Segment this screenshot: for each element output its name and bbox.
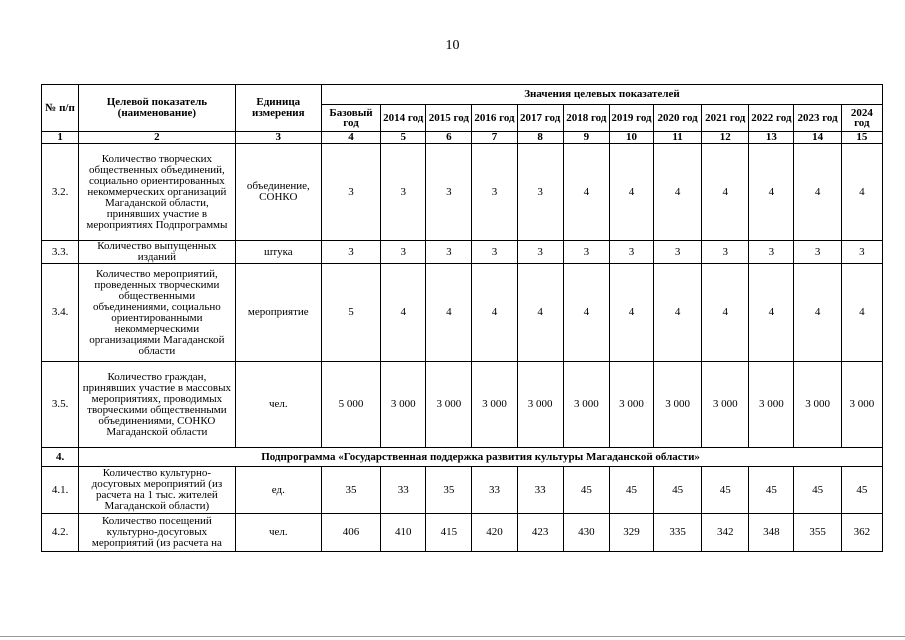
value-cell: 4	[472, 264, 517, 362]
value-cell: 3 000	[563, 362, 609, 448]
column-number: 2	[79, 132, 236, 144]
value-cell: 4	[749, 144, 794, 241]
value-cell: 4	[702, 144, 749, 241]
column-number: 11	[654, 132, 702, 144]
value-cell: 3	[426, 144, 472, 241]
value-cell: 4	[794, 264, 841, 362]
value-cell: 4	[609, 264, 653, 362]
value-cell: 4	[426, 264, 472, 362]
value-cell: 4	[654, 144, 702, 241]
value-cell: 329	[609, 514, 653, 552]
value-cell: 3	[472, 241, 517, 264]
value-cell: 3 000	[426, 362, 472, 448]
target-indicators-table	[41, 84, 883, 552]
header-year: 2019 год	[609, 105, 653, 132]
header-year: 2014 год	[381, 105, 426, 132]
row-number: 3.2.	[42, 144, 79, 241]
page-bottom-divider	[0, 636, 905, 637]
unit-cell: мероприятие	[235, 264, 321, 362]
header-year: 2021 год	[702, 105, 749, 132]
unit-cell: объединение, СОНКО	[235, 144, 321, 241]
value-cell: 3	[381, 144, 426, 241]
table-row	[42, 241, 883, 264]
header-year: 2020 год	[654, 105, 702, 132]
column-number: 15	[841, 132, 882, 144]
value-cell: 33	[472, 467, 517, 514]
value-cell: 45	[563, 467, 609, 514]
value-cell: 3 000	[794, 362, 841, 448]
value-cell: 3	[749, 241, 794, 264]
subprogram-row	[42, 448, 883, 467]
value-cell: 35	[426, 467, 472, 514]
value-cell: 3	[517, 241, 563, 264]
indicator-name: Количество культурно-досуговых мероприятий (из расчета на 1 тыс. жителей Магаданской области)	[79, 467, 236, 514]
value-cell: 4	[381, 264, 426, 362]
value-cell: 4	[517, 264, 563, 362]
value-cell: 5	[321, 264, 380, 362]
column-numbers-row	[42, 132, 883, 144]
value-cell: 3 000	[702, 362, 749, 448]
value-cell: 3	[321, 241, 380, 264]
row-number: 3.3.	[42, 241, 79, 264]
header-year: 2016 год	[472, 105, 517, 132]
value-cell: 355	[794, 514, 841, 552]
indicator-name: Количество посещений культурно-досуговых мероприятий (из расчета на	[79, 514, 236, 552]
value-cell: 362	[841, 514, 882, 552]
table-row	[42, 514, 883, 552]
value-cell: 4	[563, 264, 609, 362]
indicator-name: Количество выпущенных изданий	[79, 241, 236, 264]
value-cell: 33	[381, 467, 426, 514]
value-cell: 3	[426, 241, 472, 264]
value-cell: 415	[426, 514, 472, 552]
value-cell: 3 000	[654, 362, 702, 448]
value-cell: 45	[609, 467, 653, 514]
value-cell: 45	[749, 467, 794, 514]
row-number: 4.1.	[42, 467, 79, 514]
value-cell: 4	[702, 264, 749, 362]
table-row	[42, 467, 883, 514]
value-cell: 45	[794, 467, 841, 514]
value-cell: 3	[563, 241, 609, 264]
unit-cell: чел.	[235, 362, 321, 448]
value-cell: 406	[321, 514, 380, 552]
value-cell: 45	[841, 467, 882, 514]
row-number: 4.2.	[42, 514, 79, 552]
value-cell: 3	[841, 241, 882, 264]
column-number: 5	[381, 132, 426, 144]
value-cell: 5 000	[321, 362, 380, 448]
page-number: 10	[445, 38, 460, 53]
value-cell: 335	[654, 514, 702, 552]
header-year: 2015 год	[426, 105, 472, 132]
header-year: 2017 год	[517, 105, 563, 132]
value-cell: 3	[794, 241, 841, 264]
value-cell: 4	[609, 144, 653, 241]
value-cell: 33	[517, 467, 563, 514]
value-cell: 3	[654, 241, 702, 264]
value-cell: 4	[841, 264, 882, 362]
value-cell: 4	[563, 144, 609, 241]
value-cell: 3 000	[381, 362, 426, 448]
column-number: 6	[426, 132, 472, 144]
unit-cell: чел.	[235, 514, 321, 552]
column-number: 10	[609, 132, 653, 144]
unit-cell: штука	[235, 241, 321, 264]
value-cell: 3	[472, 144, 517, 241]
value-cell: 3 000	[517, 362, 563, 448]
table-row	[42, 144, 883, 241]
column-number: 3	[235, 132, 321, 144]
value-cell: 342	[702, 514, 749, 552]
value-cell: 3	[702, 241, 749, 264]
table-row	[42, 264, 883, 362]
value-cell: 3	[321, 144, 380, 241]
row-number: 3.4.	[42, 264, 79, 362]
value-cell: 348	[749, 514, 794, 552]
value-cell: 3 000	[841, 362, 882, 448]
value-cell: 35	[321, 467, 380, 514]
column-number: 4	[321, 132, 380, 144]
value-cell: 3 000	[472, 362, 517, 448]
value-cell: 420	[472, 514, 517, 552]
header-values-group: Значения целевых показателей	[321, 85, 882, 105]
value-cell: 423	[517, 514, 563, 552]
column-number: 14	[794, 132, 841, 144]
header-year: 2024 год	[841, 105, 882, 132]
column-number: 13	[749, 132, 794, 144]
header-year: 2023 год	[794, 105, 841, 132]
row-number: 4.	[42, 448, 79, 467]
value-cell: 430	[563, 514, 609, 552]
column-number: 7	[472, 132, 517, 144]
header-year: 2018 год	[563, 105, 609, 132]
table-row	[42, 362, 883, 448]
value-cell: 3	[381, 241, 426, 264]
value-cell: 45	[654, 467, 702, 514]
column-number: 8	[517, 132, 563, 144]
value-cell: 45	[702, 467, 749, 514]
header-indicator: Целевой показатель (наименование)	[79, 85, 236, 132]
value-cell: 3	[609, 241, 653, 264]
column-number: 12	[702, 132, 749, 144]
unit-cell: ед.	[235, 467, 321, 514]
header-num: № п/п	[42, 85, 79, 132]
indicator-name: Количество творческих общественных объединений, социально ориентированных некоммерческих организаций Магаданской области, принявших участие в мероприятиях Подпрограммы	[79, 144, 236, 241]
column-number: 9	[563, 132, 609, 144]
indicator-name: Количество граждан, принявших участие в массовых мероприятиях, проводимых творческими общественными объединениями, СОНКО Магаданской области	[79, 362, 236, 448]
header-unit: Единица измерения	[235, 85, 321, 132]
header-year: Базовый год	[321, 105, 380, 132]
value-cell: 3 000	[609, 362, 653, 448]
header-year: 2022 год	[749, 105, 794, 132]
value-cell: 4	[654, 264, 702, 362]
row-number: 3.5.	[42, 362, 79, 448]
indicator-name: Количество мероприятий, проведенных творческими общественными объединениями, социально ориентированными некоммерческими организациями Магаданской области	[79, 264, 236, 362]
value-cell: 4	[841, 144, 882, 241]
column-number: 1	[42, 132, 79, 144]
value-cell: 410	[381, 514, 426, 552]
value-cell: 4	[749, 264, 794, 362]
subprogram-title: Подпрограмма «Государственная поддержка развития культуры Магаданской области»	[79, 448, 883, 467]
value-cell: 4	[794, 144, 841, 241]
value-cell: 3 000	[749, 362, 794, 448]
value-cell: 3	[517, 144, 563, 241]
